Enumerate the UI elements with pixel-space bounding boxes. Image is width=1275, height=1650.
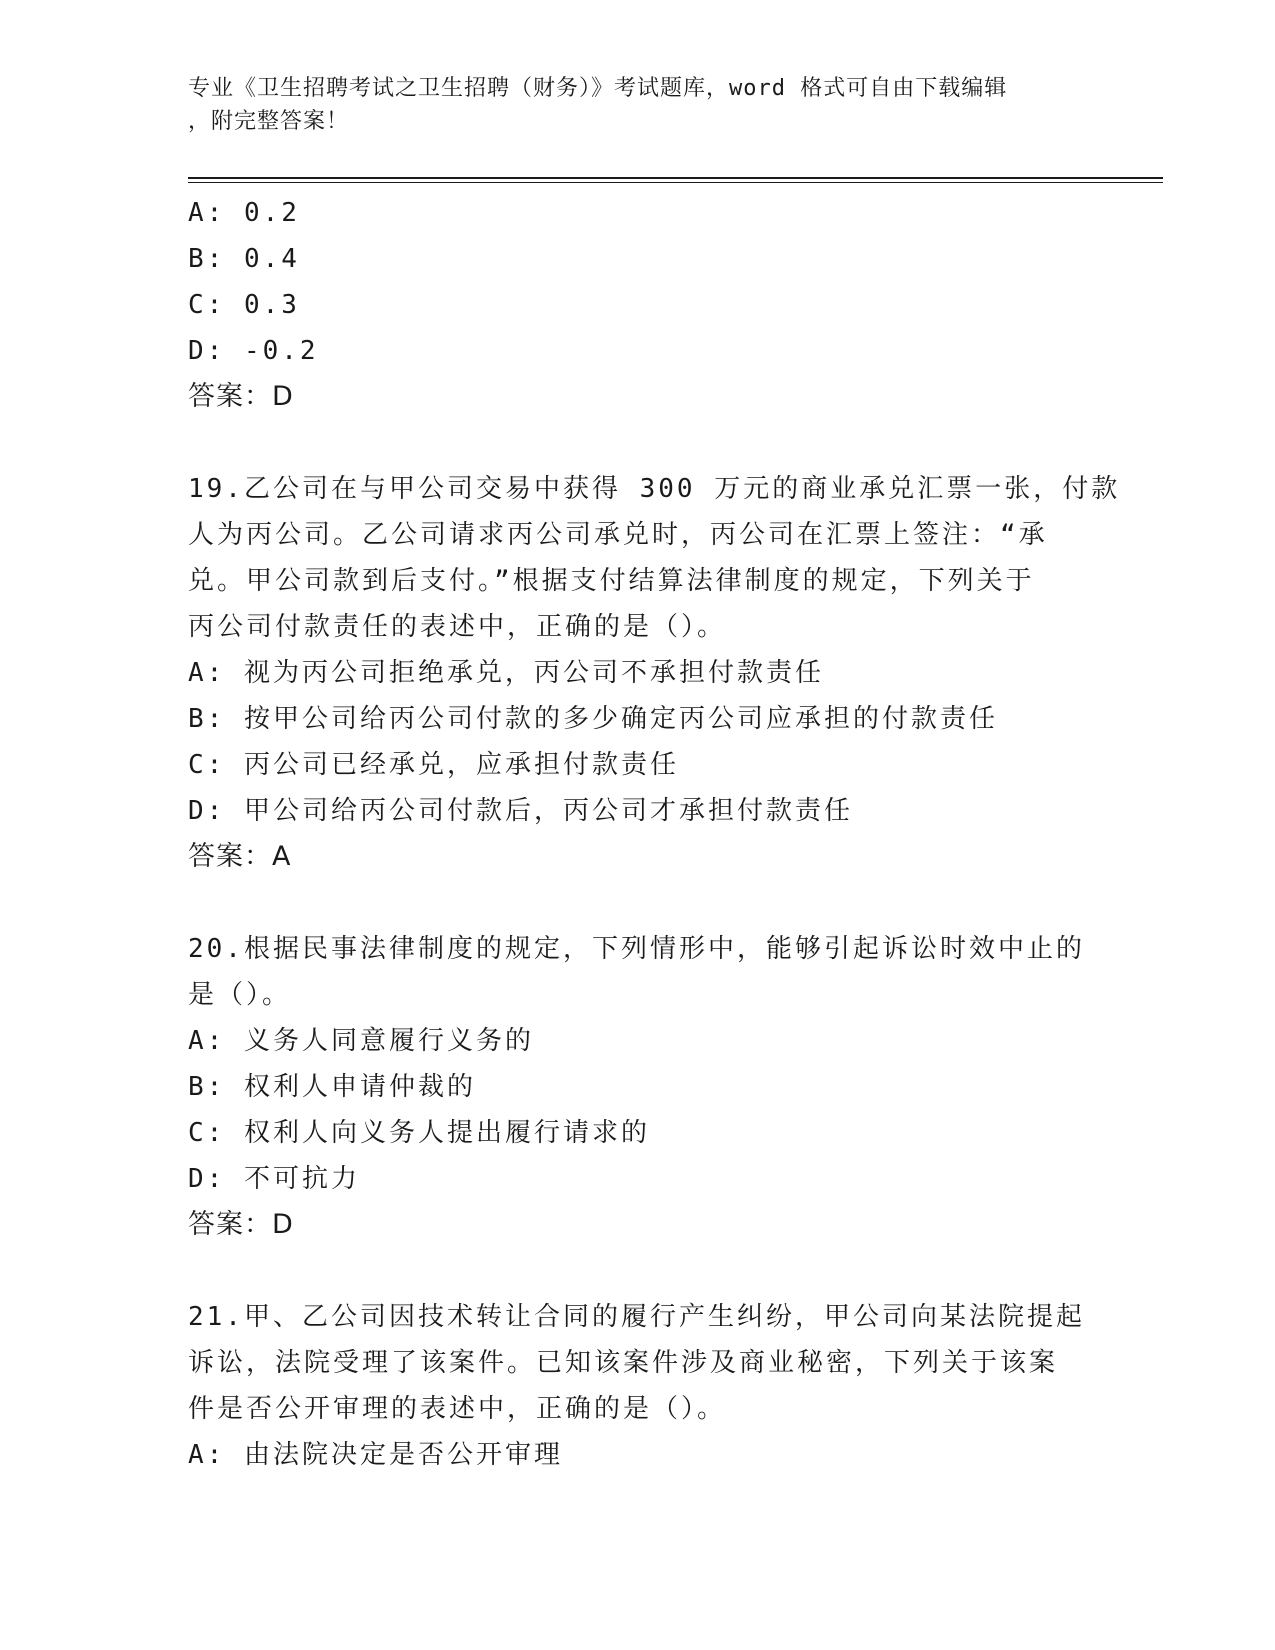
option-a: A: 0.2 [188,198,300,228]
option-a: A: 由法院决定是否公开审理 [188,1440,563,1470]
question-list [188,190,1121,1478]
question-stem-line: 人为丙公司。乙公司请求丙公司承兑时，丙公司在汇票上签注：“承 [188,520,1048,550]
option-c: C: 权利人向义务人提出履行请求的 [188,1118,650,1148]
header-divider [188,177,1163,183]
question-stem-line: 诉讼，法院受理了该案件。已知该案件涉及商业秘密，下列关于该案 [188,1348,1059,1378]
question-stem-line: 件是否公开审理的表述中，正确的是（）。 [188,1394,727,1424]
question-stem-line: 21.甲、乙公司因技术转让合同的履行产生纠纷，甲公司向某法院提起 [188,1302,1085,1332]
option-d: D: -0.2 [188,336,319,366]
option-c: C: 丙公司已经承兑，应承担付款责任 [188,750,679,780]
spacer [188,1248,1088,1294]
option-d: D: 不可抗力 [188,1164,360,1194]
document-header [188,72,1068,138]
option-b: B: 权利人申请仲裁的 [188,1072,476,1102]
option-d: D: 甲公司给丙公司付款后，丙公司才承担付款责任 [188,796,853,826]
option-b: B: 按甲公司给丙公司付款的多少确定丙公司应承担的付款责任 [188,704,998,734]
question-stem-line: 是（）。 [188,980,292,1010]
option-a: A: 义务人同意履行义务的 [188,1026,534,1056]
answer: 答案：A [188,841,292,872]
question-stem-line: 19.乙公司在与甲公司交易中获得 300 万元的商业承兑汇票一张，付款 [188,474,1121,504]
question-18 [188,190,1088,420]
spacer [188,420,1088,466]
question-stem-line: 20.根据民事法律制度的规定，下列情形中，能够引起诉讼时效中止的 [188,934,1085,964]
spacer [188,880,1088,926]
question-20 [188,926,1088,1248]
option-b: B: 0.4 [188,244,300,274]
option-a: A: 视为丙公司拒绝承兑，丙公司不承担付款责任 [188,658,824,688]
question-21 [188,1294,1088,1478]
answer: 答案：D [188,1209,294,1240]
question-stem-line: 兑。甲公司款到后支付。”根据支付结算法律制度的规定，下列关于 [188,566,1035,596]
header-line-2: ，附完整答案！ [188,109,350,134]
header-line-1: 专业《卫生招聘考试之卫生招聘（财务）》考试题库，word 格式可自由下载编辑 [188,76,1008,101]
answer: 答案：D [188,381,294,412]
question-19 [188,466,1121,880]
option-c: C: 0.3 [188,290,300,320]
question-stem-line: 丙公司付款责任的表述中，正确的是（）。 [188,612,727,642]
